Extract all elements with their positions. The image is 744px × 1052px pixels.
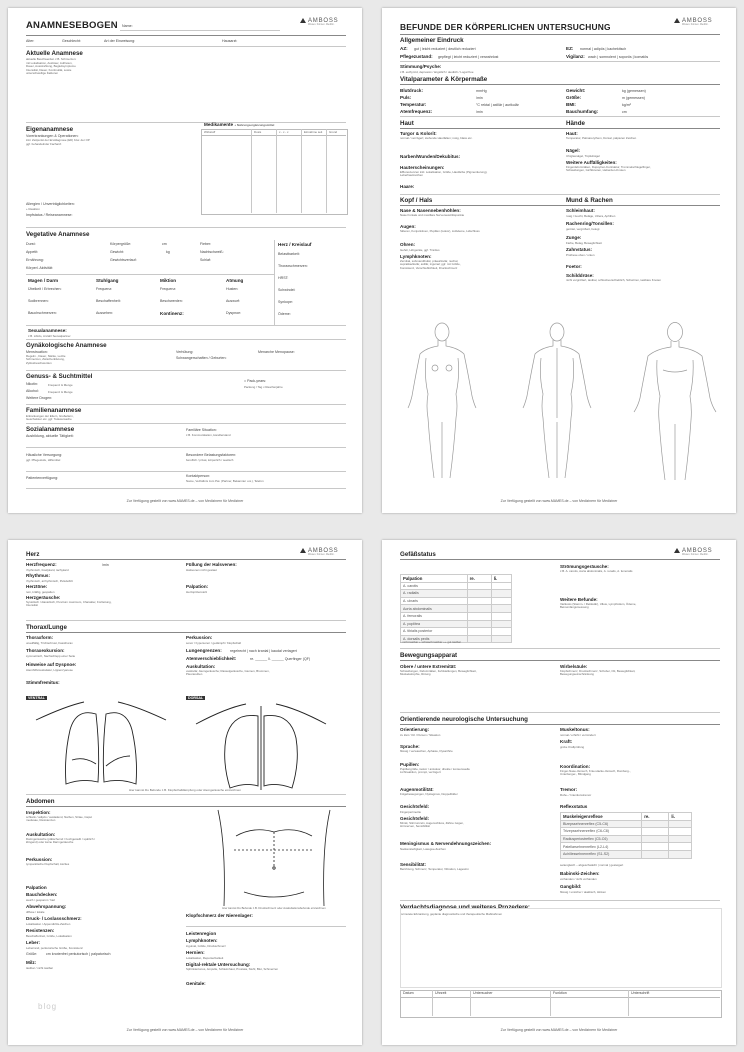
section-substances: Genuss- & Suchtmittel [26,373,93,380]
triangle-icon [674,548,680,553]
footer: Zur Verfügung gestellt von www.MAMES.de – von Medizinern für Mediziner [126,499,244,503]
tab-dorsal[interactable]: DORSAL [188,696,204,700]
vascular-neuro-page: AMBOSS Wissen. Können. Medizin. Gefäßstatus Palpation re. li. A. carotis A. radialis A. ulnaris Aorta abdominalis A. femoralis A. poplitea A. tibialis posterior A. dorsalis pedis – nicht tastbar + schwach tastbar ++ gut tastbar Strömungsgeräusche: z.B. A. carotis, Aorta abdominalis, A. renalis, A. femoralis Weitere Befunde: Varikosis (Stamm- / Retikulär), Ulkus, Lymphödem, Ödeme, Beinumfangsmessung Bewegungsapparat Obere / untere Extremität: Schwellungen, Deformitäten, Fehlstellungen, Beweglichkeit, Muskelatrophie, Rötung Wirbelsäule: Klopfschmerz, Druckschmerz, Schober, Ott, Beweglichkeit, Bewegungseinschränkung Orientierende neurologische Untersuchung Orientierung: zu Zeit / Ort / Person / Situation Sprache: flüssig / verwaschen, Aphasie, Dysarthrie Pupillen: Pupillengröße, isokor / anisokor, direkte / konsensuelle Lichtreaktion, prompt, verzögert Augenmotilität: Folgebewegungen, Nystagmus, Doppelbilder Gesichtsfeld: Fingerperimetrie Gesichtsfeld: Mimik, Stirnrunzeln, Augenschluss, Zähne zeigen, Hirnnerven, Sensibilität Meningismus & Nervendehnungszeichen: Nackensteifigkeit, Lasègue-Zeichen Sensibilität: Berührung, Schmerz, Temperatur, Vibration, Lagesinn Muskeltonus: normal / erhöht / vermindert Kraft: grobe Kraftprüfung Koordination: Finger-Nase-Versuch, Knie-Hacke-Versuch, Romberg-, Unterberger-, Blindgang Tremor: Ruhe- / Intentionstremor Reflexstatus Muskeleigenreflexe re. li. Bizepssehnenreflex (C5-C6) Trizepssehnenreflex (C6-C8) Radiusperiostreflex (C5-C6) Patellarsehnenreflex (L2-L4) Achillessehnenreflex (S1-S2) seitengleich – abgeschwächt | normal | gesteigert Babinski-Zeichen: vorhanden / nicht vorhanden Gangbild: flüssig / unsicher / ataktisch, Hinken Verdachtsdiagnose und weiteres Prozedere: vermutete Erkrankung, geplante diagnostische und therapeutische Maßnahmen Datum Uhrzeit Untersucher Funktion Unterschrift Zur Verfügung gestellt von www.MAMES.de – von Medizinern für Mediziner [382,540,736,1045]
lungs-dorsal-drawing[interactable] [186,700,336,792]
section-neurology: Orientierende neurologische Untersuchung [400,716,528,723]
section-current-history: Aktuelle Anamnese [26,50,83,57]
anamnesis-page: ANAMNESEBOGEN Name: AMBOSS Wissen. Können. Medizin. Alter: Geschlecht: Art der Einweisung: Hausarzt: Aktuelle Anamnese aktuelle Beschwerden z.B. Schmerzen: mit Lokalisation, Auslöser, Auftreten, Dauer, Ausstrahlung, Begleitsymptome Intensität, Dauer, Kontinuität, sowie unterschwellige Faktoren Eigenanamnese Vorerkrankungen & Operationen: inkl. Zeitpunkt der Erstdiagnose (ED) bzw. der OP ggf. behandelnder Facharzt Medikamente + Nahrungsergänzungsmittel Wirkstoff Dosis x - x - x Einnahme seit Grund Allergien / Unverträglichkeiten: + Reaktion Impfstatus / Reiseanamnese: Vegetative Anamnese Durst: Körpergröße: cm Fieber: Appetit: Gewicht: kg Nachtschweiß: Ernährung: Gewichtsverlauf: Schlaf: Körperl. Aktivität: Herz / Kreislauf Belastbarkeit: Thoraxschmerzen: HRST: Schwindel: Synkope: Ödeme: Magen / Darm Übelkeit / Erbrechen: Sodbrennen: Bauchschmerzen: Stuhlgang Frequenz: Beschaffenheit: Aussehen: Miktion Frequenz: Beschwerden: Kontinenz: Atmung Husten: Auswurf: Dyspnoe: Sexualanamnese: z.B. Libido, Anzahl Sexualpartner Gynäkologische Anamnese Menstruation: Regelm., Dauer, Stärke, Letzte Schmerzen, Zwischenblutung, Zyklusbeschwerden Verhütung: Schwangerschaften / Geburten: Menarche Menopause: Genuss- & Suchtmittel Nikotin: Frequenz & Menge Alkohol: Frequenz & Menge Weitere Drogen: = Pack-years: Packung / Tag x Raucherjahre Familienanamnese Erkrankungen der Eltern, Großeltern, Geschwister etc. ggf. Todesursache Sozialanamnese Ausbildung, aktuelle Tätigkeit: Familiäre Situation: z.B. Kommunikation, Handlerstand Häusliche Versorgung: ggf. Pflegestufe, Hilfsmittel Besondere Belastungsfaktoren: beruflich / privat, körperlich / seelisch Patientenverfügung: Kontaktperson: Name, Verhältnis zum Pat. (Partner, Bekannter u.ä.), Telefon Zur Verfügung gestellt von www.MAMES.de – von Medizinern für Mediziner [8,8,362,513]
section-musculoskeletal: Bewegungsapparat [400,652,458,659]
page-title: BEFUNDE DER KÖRPERLICHEN UNTERSUCHUNG [400,22,611,32]
section-past-history: Eigenanamnese [26,126,74,133]
cardio-title: Herz / Kreislauf [278,242,312,247]
footer: Zur Verfügung gestellt von www.MAMES.de – von Medizinern für Mediziner [126,1028,244,1032]
section-thorax: Thorax/Lunge [26,624,67,631]
examination-page: BEFUNDE DER KÖRPERLICHEN UNTERSUCHUNG AMBOSS Wissen. Können. Medizin. Allgemeiner Eindruck AZ: gut | leicht reduziert | deutlich reduziert EZ: normal | adipös | kachektisch Pflegezustand: gepflegt | leicht reduziert | verwahrlost Vigilanz: wach | somnolent | soporös | komatös Stimmung/Psyche: z.B. euthym/d, depressiv / ängstlich / deutlich / Logorrhoe Vitalparameter & Körpermaße Blutdruck: mmHg Puls: /min Temperatur: °C rektal | axillär | aurikulär Atemfrequenz: /min Gewicht: kg (gemessen) Größe: m (gemessen) BMI: kg/m² Bauchumfang: cm Haut Hände Turgor & Kolorit: normal / verzögert; stehende Hautfalten; rosig, blass etc. Narben/Wunden/Dekubitus: Hauterscheinungen: Effloreszenzen inkl. Lokalisation, Größe, Hautfarbe (Pigmentierung), Leberhautzeichen Haare: Haut: Temperatur, Palmarerythem, Dorsal, palpieren Zeichen Nägel: Uhrglasnägel, Tüpfelnägel Weitere Auffälligkeiten: Fingerdeformitäten, Dupuytren-Kontraktur, Trommelschlegelfinger, Schwellungen, Gichtknoten, Heberden-Knoten Kopf / Hals Mund & Rachen Nase & Nasennebenhöhlen: Nase frontale und maxillare Nervenaustrittspunkte Augen: Skleren, Konjunktiven, Pupillen (isokor), Lidödeme, Lidschluss Ohren: Gehör, Hörgeräte, ggf. Tinnitus Lymphknoten: Zervikal, submandibulär, präaurikulär, nuchal, supraklavikulär, axillär, inguinal; ggf. mit Größe, Konsistenz, Verschieblichkeit, Druckschmerz Schleimhaut: rosig / feucht, Beläge, Ulzera, Aphthen Rachenring/Tonsillen: gerötet, vergrößert, belegt Zunge: Farbe, Belag, Beweglichkeit Zahnstatus: Prothese oben / unten Foetor: Schilddrüse: nicht vergrößert, tastbar, schluckverschieblich, Schwirren, tastbare Knoten Zur Verfügung gestellt von www.MAMES.de – von Medizinern für Mediziner [382,8,736,513]
tab-ventral[interactable]: VENTRAL [28,696,45,700]
body-back-figure[interactable] [517,318,597,488]
triangle-icon [300,18,306,23]
reflex-table[interactable]: Muskeleigenreflexe re. li. Bizepssehnenreflex (C5-C6) Trizepssehnenreflex (C6-C8) Radiusperiostreflex (C5-C6) Patellarsehnenreflex (L2-L4) Achillessehnenreflex (S1-S2) [560,812,692,859]
vaccination-label[interactable]: Impfstatus / Reiseanamnese: [26,213,73,217]
section-abdomen: Abdomen [26,798,55,805]
diagnosis-field[interactable] [400,908,722,988]
field-age[interactable]: Alter: [26,39,35,43]
section-mouth: Mund & Rachen [566,197,613,204]
footer: Zur Verfügung gestellt von www.MAMES.de – von Medizinern für Mediziner [500,1028,618,1032]
section-family: Familienanamnese [26,407,82,414]
amboss-logo: AMBOSS Wissen. Können. Medizin. [674,548,712,556]
section-vitals: Vitalparameter & Körpermaße [400,76,488,83]
section-vascular: Gefäßstatus [400,551,436,558]
section-head-neck: Kopf / Hals [400,197,433,204]
blog-watermark: blog [38,1002,58,1011]
triangle-icon [300,548,306,553]
medication-title: Medikamente + Nahrungsergänzungsmittel [204,122,275,127]
heart-lung-abdomen-page: AMBOSS Wissen. Können. Medizin. Herz Herzfrequenz: /min rhythmisch, bradykard, tachykard Rhythmus: rhythmisch, arrhythmisch, Pulsdefizit Herztöne: rein, kräftig, gespalten Herzgeräusche: Systolisch / diastolisch, Punctum maximum, Charakter, Fortleitung, Intensität Füllung der Halsvenen: Halsvenen nicht gestaut Palpation: Herzspitzenstoß Thorax/Lunge Thoraxform: unauffällig, Trichterbrust, Fassthorax Thoraxexkursion: symmetrisch, Nachschlepp einer Seite Hinweise auf Dyspnoe: Atemhilfsmuskulatur, Lippenzyanose Stimmfremitus: Perkussion: sonor / hypersonor / gedämpft / Klopfschall Lungengrenzen: regelrecht | nach kranial | kaudal verlagert Atemverschieblichkeit: re. ______ li. ______ Querfinger (QF) Auskultation: vesikulär, Atemgeräusche; Rasselgeräusche, Giemen, Brummen, Pleurareiben VENTRAL DORSAL Hier kannst Du Befunde z.B. Klopfschalldämpfung oder Atemgeräusche einzeichnen Abdomen Inspektion: schlank / adipös / ausladend, Narben, Striae, Caput medusae, Resistenzen Auskultation: Darmgeräusche (plätschernd / hochgestellt / spärlich / klingend) oder keine Darmgeräusche Perkussion: tympanitische Klopfschall, Aszites Palpation Bauchdecken: weich / gespannt / hart Abwehrspannung: diffuse / lokale Druck- / Loslassschmerz: Lokalisation / Appendizitis-Zeichen Resistenzen: Beschaffenheit, Größe, Lokalisation Leber: Leberrand, perkutorische Größe, Konsistenz Größe: cm knotenfrei perkutorisch | palpatorisch Milz: tastbar / nicht tastbar Hier kannst Du Befunde z.B. Druckschmerz oder Auskultationsbefunde einzeichnen Klopfschmerz der Nierenlager: Leistenregion Lymphknoten: inguinal, Größe, Druckschmerz Hernien: Lokalisation, Reponierbarkeit Digital-rektale Untersuchung: Sphinktertonus, Ampulle, Schleimhaut, Prostata, Stuhl, Blut, Schmerzen Genitale: blog Zur Verfügung gestellt von www.MAMES.de – von Medizinern für Mediziner [8,540,362,1045]
field-sex[interactable]: Geschlecht: [62,39,81,43]
field-admission[interactable]: Art der Einweisung: [104,39,136,43]
name-label: Name: [122,24,133,28]
field-gp[interactable]: Hausarzt: [222,39,238,43]
section-social: Sozialanamnese [26,426,75,433]
pulse-table[interactable]: Palpation re. li. A. carotis A. radialis A. ulnaris Aorta abdominalis A. femoralis A. poplitea A. tibialis posterior A. dorsalis pedis [400,574,512,643]
section-vegetative: Vegetative Anamnese [26,231,90,238]
footer: Zur Verfügung gestellt von www.MAMES.de – von Medizinern für Mediziner [500,499,618,503]
section-diagnosis: Verdachtsdiagnose und weiteres Prozedere: [400,904,530,911]
amboss-logo: AMBOSS Wissen. Können. Medizin. [300,548,338,556]
amboss-logo: AMBOSS Wissen. Können. Medizin. [674,18,712,26]
section-hands: Hände [566,120,585,127]
allergies-label[interactable]: Allergien / Unverträglichkeiten: [26,202,75,206]
section-general: Allgemeiner Eindruck [400,37,464,44]
page-title: ANAMNESEBOGEN [26,20,118,31]
triangle-icon [674,18,680,23]
current-history-notes: aktuelle Beschwerden z.B. Schmerzen: mit Lokalisation, Auslöser, Auftreten, Dauer, Ausstrahlung, Begleitsymptome Intensität, Dauer, Kontinuität, sowie unterschwellige Faktoren [26,57,77,76]
body-male-figure[interactable] [630,318,720,488]
body-front-figure[interactable] [402,318,482,488]
section-skin: Haut [400,120,414,127]
abdomen-drawing[interactable] [204,806,344,906]
section-gynecology: Gynäkologische Anamnese [26,342,107,349]
section-heart: Herz [26,551,40,558]
amboss-logo: AMBOSS Wissen. Können. Medizin. [300,18,338,26]
lungs-ventral-drawing[interactable] [26,700,176,792]
